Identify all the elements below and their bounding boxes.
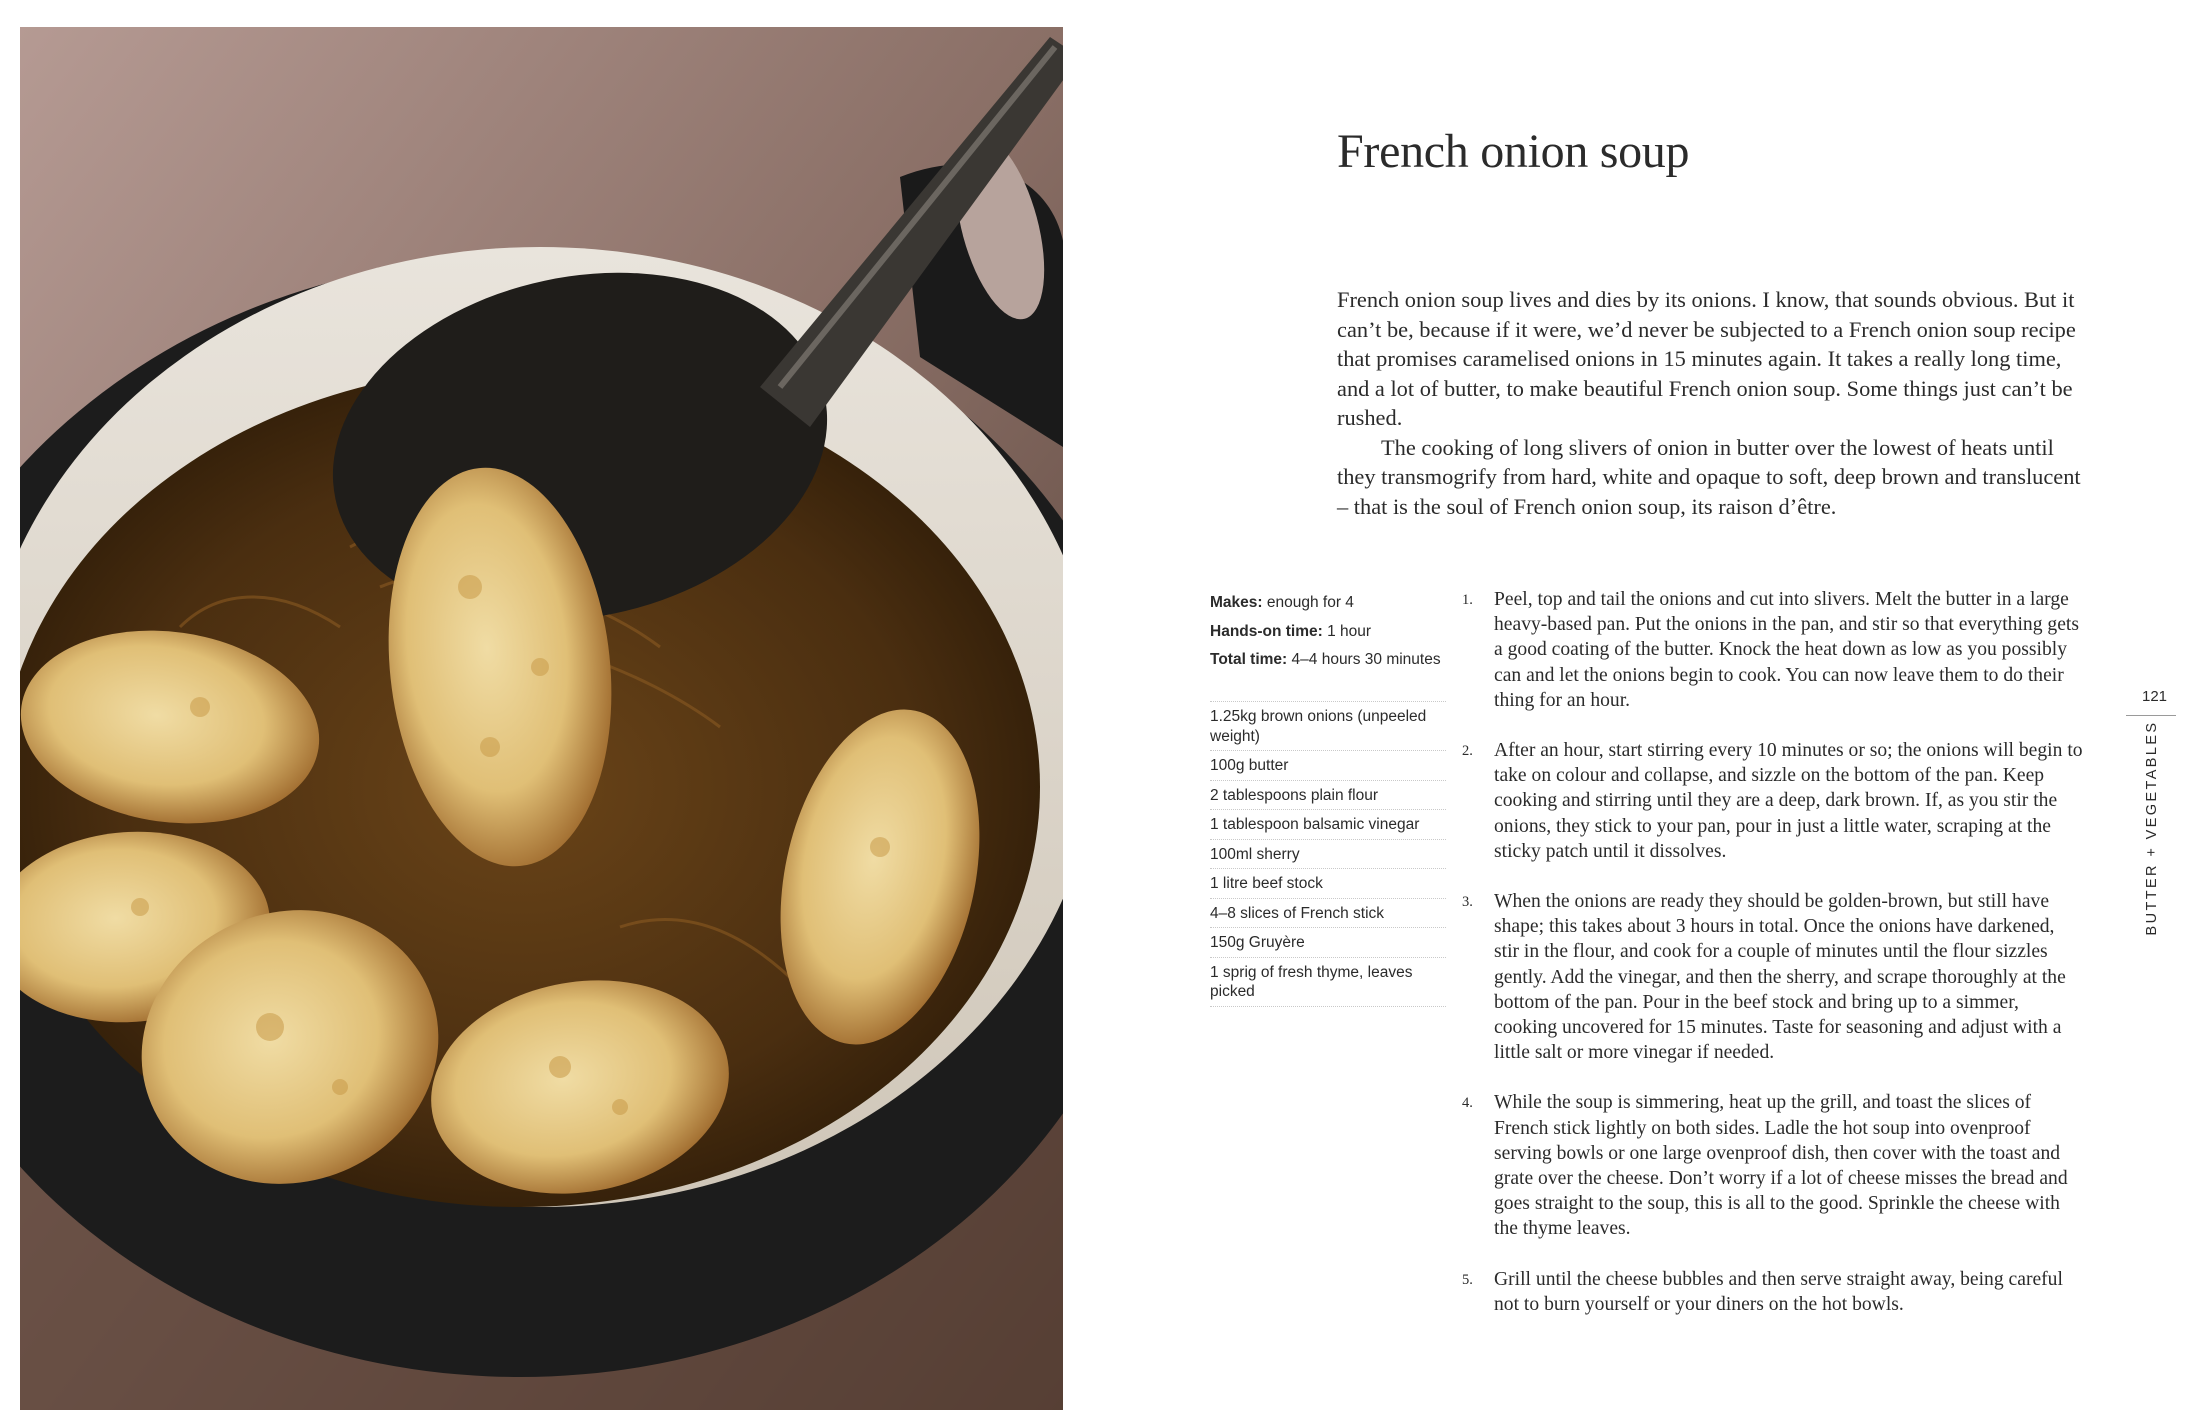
ingredient-item: 150g Gruyère	[1210, 927, 1446, 957]
method-step	[1462, 1267, 2084, 1317]
page-number: 121	[2142, 688, 2168, 705]
section-label: BUTTER + VEGETABLES	[2144, 720, 2160, 936]
makes-row	[1210, 589, 1450, 618]
recipe-meta	[1210, 589, 1450, 675]
recipe-photo	[20, 27, 1063, 1410]
ingredient-item: 4–8 slices of French stick	[1210, 898, 1446, 928]
method-step	[1462, 1090, 2084, 1241]
method-steps	[1462, 587, 2084, 1317]
ingredient-list	[1210, 701, 1446, 1007]
recipe-title: French onion soup	[1337, 125, 1690, 178]
step-number: 2.	[1462, 743, 1473, 760]
meta-value: 4–4 hours 30 minutes	[1291, 651, 1441, 668]
ingredient-item: 1 sprig of fresh thyme, leaves picked	[1210, 957, 1446, 1007]
total-time-row	[1210, 646, 1450, 675]
intro-paragraph: French onion soup lives and dies by its onions. I know, that sounds obvious. But it can’t be, because if it were, we’d never be subjected to a French onion soup recipe that promises caramelised onions in 15 minutes again. It takes a really long time, and a lot of butter, to make beautiful French onion soup. Some things just can’t be rushed.	[1337, 287, 2076, 430]
meta-value: 1 hour	[1327, 622, 1372, 640]
step-number: 3.	[1462, 894, 1473, 911]
step-text: While the soup is simmering, heat up the grill, and toast the slices of French stick lightly on both sides. Ladle the hot soup into ovenproof serving bowls or one large ovenproof dish, then cover with the toast and grate over the cheese. Don’t worry if a lot of cheese misses the bread and goes straight to the soup, this is all to the good. Sprinkle the cheese with the thyme leaves.	[1494, 1092, 2068, 1240]
hands-on-time-row	[1210, 618, 1450, 647]
ingredient-item: 1.25kg brown onions (unpeeled weight)	[1210, 701, 1446, 750]
step-number: 1.	[1462, 592, 1473, 608]
ingredient-item: 2 tablespoons plain flour	[1210, 780, 1446, 810]
step-number: 5.	[1462, 1271, 1473, 1288]
page-number-rule	[2126, 715, 2176, 716]
ingredient-item: 100g butter	[1210, 750, 1446, 780]
step-text: Grill until the cheese bubbles and then serve straight away, being careful not to burn yourself or your diners on the hot bowls.	[1494, 1268, 2063, 1315]
ingredient-item: 100ml sherry	[1210, 839, 1446, 869]
meta-label: Total time:	[1210, 651, 1288, 668]
meta-label: Hands-on time:	[1210, 622, 1323, 640]
meta-value: enough for 4	[1266, 594, 1354, 611]
method-step	[1462, 889, 2084, 1065]
step-number: 4.	[1462, 1095, 1473, 1112]
ingredient-item: 1 tablespoon balsamic vinegar	[1210, 809, 1446, 839]
ingredient-item: 1 litre beef stock	[1210, 868, 1446, 898]
intro-paragraph: The cooking of long slivers of onion in butter over the lowest of heats until they transmogrify from hard, white and opaque to soft, deep brown and translucent – that is the soul of French onion soup, its raison d’être.	[1337, 434, 2081, 519]
step-text: After an hour, start stirring every 10 minutes or so; the onions will begin to take on colour and collapse, and sizzle on the bottom of the pan. Keep cooking and stirring until they are a deep, dark brown. If, as you stir the onions, they stick to your pan, pour in just a little water, scraping at the sticky patch until it dissolves.	[1494, 740, 2083, 862]
meta-label: Makes:	[1210, 594, 1263, 611]
recipe-intro	[1337, 285, 2089, 521]
method-step	[1462, 587, 2084, 713]
step-text: Peel, top and tail the onions and cut into slivers. Melt the butter in a large heavy-based pan. Put the onions in the pan, and stir so that everything gets a good coating of the butter. Knock the heat down as low as you possibly can and let the onions begin to cook. You can now leave them to do their thing for an hour.	[1494, 589, 2079, 711]
step-text: When the onions are ready they should be golden-brown, but still have shape; this takes about 3 hours in total. Once the onions have darkened, stir in the flour, and cook for a couple of minutes until the flour sizzles gently. Add the vinegar, and then the sherry, and scrape thoroughly at the bottom of the pan. Pour in the beef stock and bring up to a simmer, cooking uncovered for 15 minutes. Taste for seasoning and adjust with a little salt or more vinegar if needed.	[1494, 891, 2066, 1064]
method-step	[1462, 738, 2084, 864]
